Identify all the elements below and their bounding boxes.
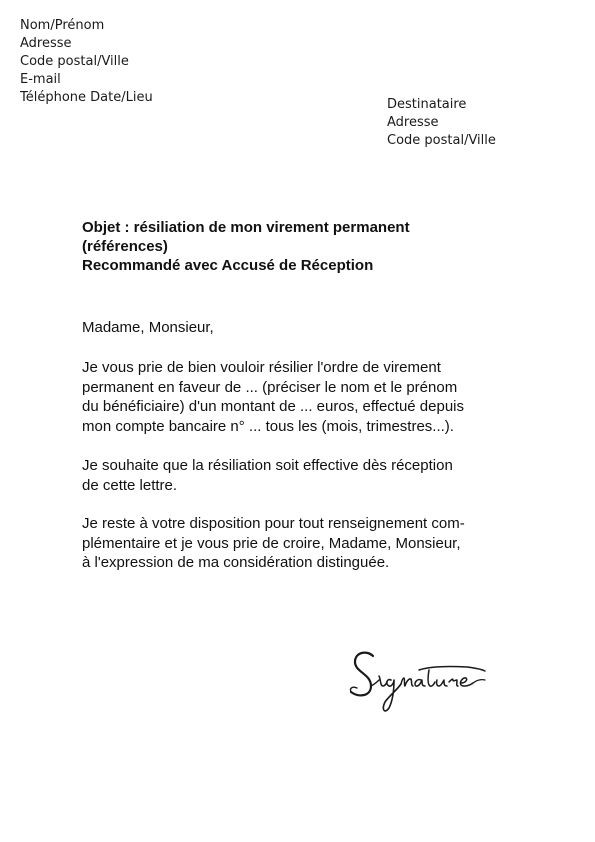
subject-registered-mail: Recommandé avec Accusé de Réception: [82, 257, 374, 274]
paragraph-termination-request: [82, 358, 464, 436]
subject-line: Objet : résiliation de mon virement permanent: [82, 219, 410, 236]
paragraph-line: Je vous prie de bien vouloir résilier l'ordre de virement: [82, 359, 441, 376]
paragraph-line: permanent en faveur de ... (préciser le nom et le prénom: [82, 378, 458, 396]
paragraph-closing: [82, 514, 465, 573]
recipient-block: [387, 96, 496, 150]
subject-block: [82, 218, 410, 275]
recipient-address: Adresse: [387, 115, 439, 130]
sender-postal-city: Code postal/Ville: [20, 54, 129, 69]
sender-email: E-mail: [20, 72, 61, 87]
sender-address: Adresse: [20, 36, 72, 51]
recipient-name: Destinataire: [387, 97, 467, 112]
salutation: Madame, Monsieur,: [82, 319, 214, 336]
paragraph-line: Je reste à votre disposition pour tout renseignement com-: [82, 515, 465, 532]
paragraph-line: du bénéficiaire) d'un montant de ... euros, effectué depuis: [82, 398, 465, 415]
paragraph-line: à l'expression de ma considération distinguée.: [82, 554, 390, 571]
handwritten-signature: [345, 640, 495, 725]
paragraph-line: mon compte bancaire n° ... tous les (mois, trimestres...).: [82, 417, 454, 435]
recipient-postal-city: Code postal/Ville: [387, 133, 496, 148]
subject-references: (références): [82, 238, 168, 255]
paragraph-effective-date: [82, 456, 453, 495]
paragraph-line: de cette lettre.: [82, 476, 178, 494]
paragraph-line: plémentaire et je vous prie de croire, Madame, Monsieur,: [82, 534, 461, 552]
paragraph-line: Je souhaite que la résiliation soit effective dès réception: [82, 457, 453, 474]
sender-phone-date-place: Téléphone Date/Lieu: [20, 90, 153, 105]
sender-name: Nom/Prénom: [20, 18, 105, 33]
sender-block: [20, 17, 153, 107]
